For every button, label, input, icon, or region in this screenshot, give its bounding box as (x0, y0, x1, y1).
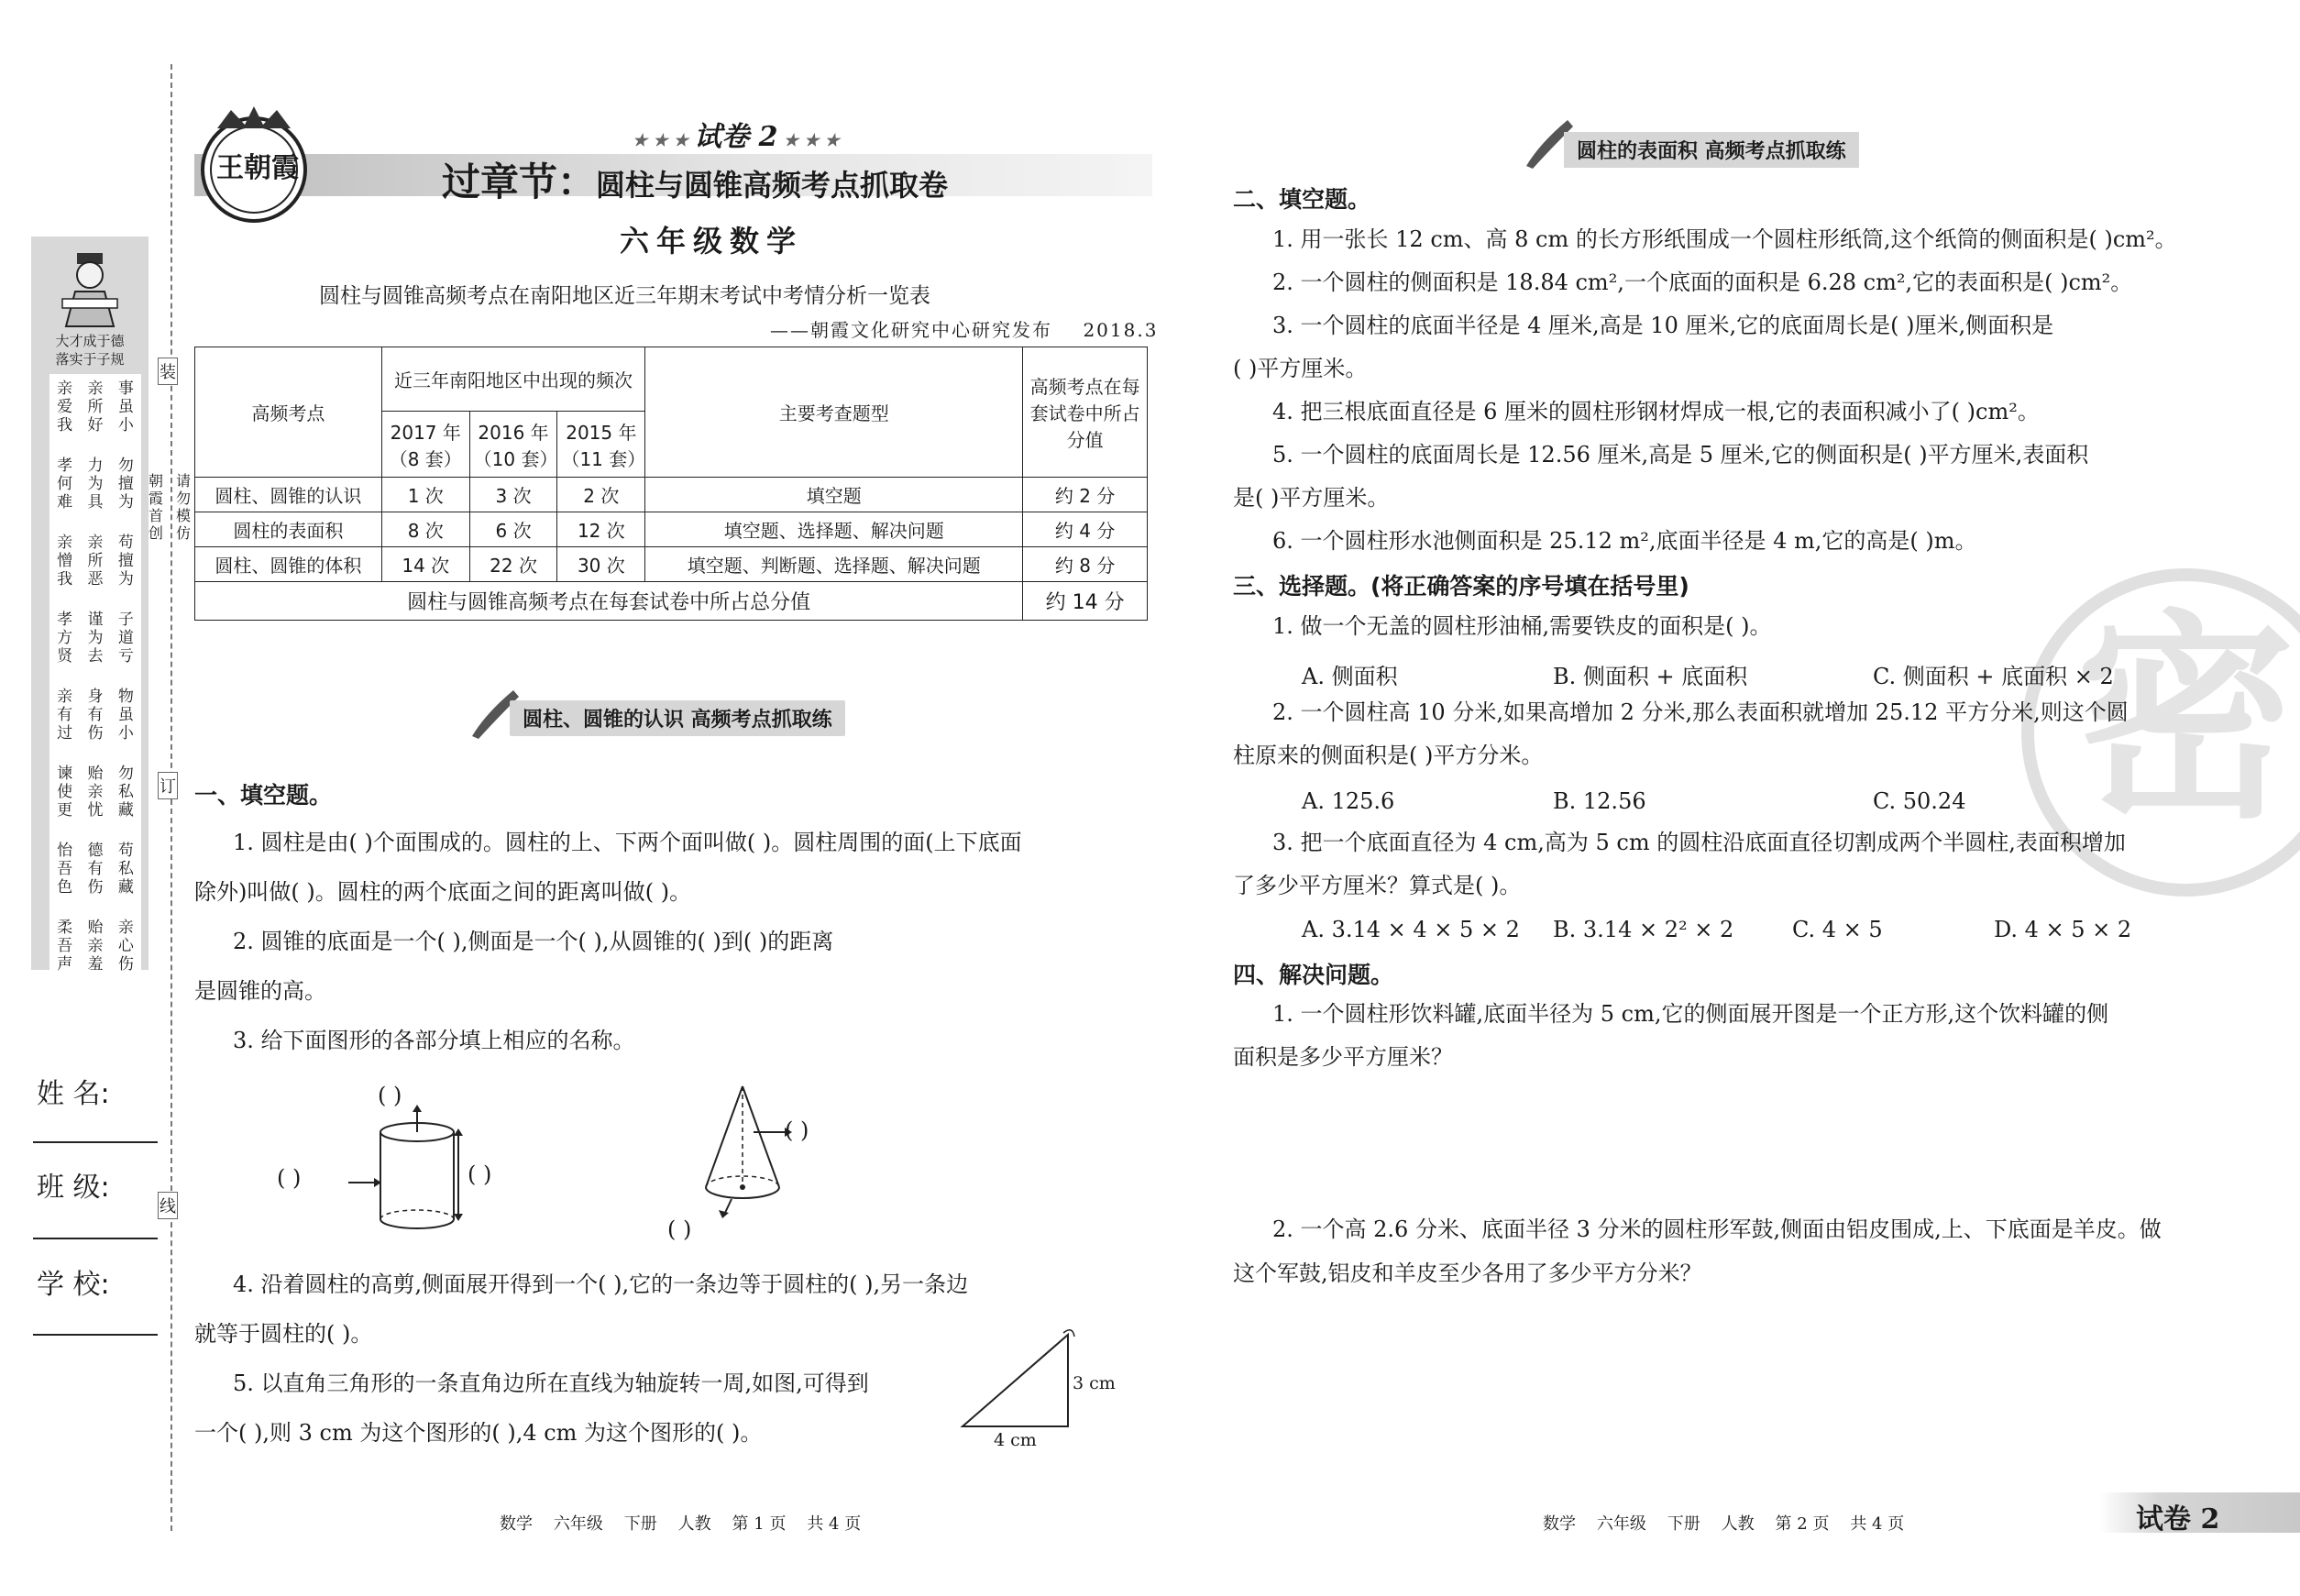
question-4-line-a: 4. 沿着圆柱的高剪,侧面展开得到一个( ),它的一条边等于圆柱的( ),另一条边 (233, 1271, 969, 1297)
table-source: ——朝霞文化研究中心研究发布 2018.3 (770, 319, 1159, 341)
footer-left: 数学 六年级 下册 人教 第 1 页 共 4 页 (500, 1514, 862, 1534)
table-cell: 12 次 (557, 512, 645, 547)
fill-question-4: 4. 把三根底面直径是 6 厘米的圆柱形钢材焊成一根,它的表面积减小了( )cm²。 (1272, 399, 2040, 424)
table-row (195, 547, 1148, 582)
table-cell: 约 8 分 (1023, 547, 1148, 582)
choice-question-3-line-a: 3. 把一个底面直径为 4 cm,高为 5 cm 的圆柱沿底面直径切割成两个半圆柱,表面积增加 (1272, 830, 2126, 855)
choice-2-option-b: B. 12.56 (1553, 788, 1646, 814)
table-cell: 14 次 (381, 547, 469, 582)
motto-col: 德有伤 (87, 842, 104, 897)
grade-subject: 六年级数学 (620, 224, 804, 259)
table-row (195, 478, 1148, 512)
solve-question-1-line-a: 1. 一个圆柱形饮料罐,底面半径为 5 cm,它的侧面展开图是一个正方形,这个饮料罐的侧 (1272, 1001, 2109, 1027)
binding-mark-1: 装 (158, 358, 178, 385)
table-row (195, 512, 1148, 547)
motto-col: 勿擅为 (117, 457, 134, 512)
motto-col: 亲所恶 (87, 534, 104, 589)
solve-question-1-line-b: 面积是多少平方厘米？ (1233, 1044, 1453, 1070)
section1-heading: 一、填空题。 (194, 782, 333, 809)
motto-col: 亲所好 (87, 380, 104, 435)
paper-tag: ★ ★ ★ 试卷 2 ★ ★ ★ (633, 121, 840, 153)
fill-question-6: 6. 一个圆柱形水池侧面积是 25.12 m²,底面半径是 4 m,它的高是( )m。 (1272, 528, 1977, 554)
header-topic: 高频考点 (195, 347, 382, 478)
table-cell: 1 次 (381, 478, 469, 512)
motto-col: 谨为去 (87, 611, 104, 666)
motto-col: 亲有过 (57, 688, 73, 743)
motto-grid (50, 374, 141, 1001)
table-cell: 圆柱、圆锥的体积 (195, 547, 382, 582)
motto-col: 孝方贤 (57, 611, 73, 666)
table-cell: 3 次 (469, 478, 557, 512)
stats-table (194, 347, 1148, 621)
motto-col: 勿私藏 (117, 765, 134, 820)
question-2-line-b: 是圆锥的高。 (194, 978, 326, 1004)
motto-col: 贻亲忧 (87, 765, 104, 820)
motto-col: 贻亲羞 (87, 919, 104, 974)
motto-col: 子道亏 (117, 611, 134, 666)
choice-question-1: 1. 做一个无盖的圆柱形油桶,需要铁皮的面积是( )。 (1272, 613, 1772, 639)
section2-heading: 二、填空题。 (1233, 186, 1371, 213)
table-cell: 6 次 (469, 512, 557, 547)
motto-col: 亲爱我 (57, 380, 73, 435)
cylinder-diagram (348, 1105, 486, 1242)
choice-1-option-c: C. 侧面积 + 底面积 × 2 (1873, 664, 2114, 689)
table-cell: 填空题、判断题、选择题、解决问题 (645, 547, 1023, 582)
motto-line-2: 落实于子规 (55, 351, 125, 368)
table-title: 圆柱与圆锥高频考点在南阳地区近三年期末考试中考情分析一览表 (319, 284, 930, 308)
question-5-line-a: 5. 以直角三角形的一条直角边所在直线为轴旋转一周,如图,可得到 (233, 1370, 869, 1396)
choice-3-option-d: D. 4 × 5 × 2 (1994, 917, 2132, 942)
name-field[interactable] (33, 1141, 158, 1143)
table-cell: 填空题、选择题、解决问题 (645, 512, 1023, 547)
dim-4cm: 4 cm (994, 1430, 1037, 1450)
table-cell: 30 次 (557, 547, 645, 582)
choice-1-option-b: B. 侧面积 + 底面积 (1553, 664, 1748, 689)
table-cell: 约 2 分 (1023, 478, 1148, 512)
motto-col: 怡吾色 (57, 842, 73, 897)
choice-question-3-line-b: 了多少平方厘米？算式是( )。 (1233, 873, 1522, 898)
copyright-note: 朝霞首创 请勿模仿 (148, 472, 191, 542)
class-label: 班 级: (37, 1172, 110, 1204)
question-4-line-b: 就等于圆柱的( )。 (194, 1321, 373, 1347)
motto-col: 谏使更 (57, 765, 73, 820)
scholar-illustration (53, 248, 127, 330)
cylinder-height-blank: ( ) (468, 1161, 492, 1187)
cone-apex-blank: ( ) (785, 1117, 809, 1143)
school-field[interactable] (33, 1334, 158, 1336)
choice-question-2-line-b: 柱原来的侧面积是( )平方分米。 (1233, 743, 1544, 768)
motto-col: 物虽小 (117, 688, 134, 743)
dim-3cm: 3 cm (1073, 1373, 1116, 1393)
school-label: 学 校: (37, 1269, 110, 1301)
binding-mark-2: 订 (158, 772, 178, 799)
table-cell: 2 次 (557, 478, 645, 512)
binding-mark-3: 线 (158, 1192, 178, 1219)
question-1-line-b: 除外)叫做( )。圆柱的两个底面之间的距离叫做( )。 (194, 879, 692, 905)
motto-sidebar (31, 237, 149, 974)
fill-question-1: 1. 用一张长 12 cm、高 8 cm 的长方形纸围成一个圆柱形纸筒,这个纸筒的侧面积是( )cm²。 (1272, 226, 2177, 252)
fill-question-3-line-b: ( )平方厘米。 (1233, 356, 1368, 381)
page-title: 过章节：圆柱与圆锥高频考点抓取卷 (442, 160, 949, 204)
class-field[interactable] (33, 1238, 158, 1239)
header-freq: 近三年南阳地区中出现的频次 (381, 347, 644, 412)
motto-col: 亲憎我 (57, 534, 73, 589)
motto-col: 身有伤 (87, 688, 104, 743)
cone-base-blank: ( ) (667, 1216, 692, 1242)
fill-question-2: 2. 一个圆柱的侧面积是 18.84 cm²,一个底面的面积是 6.28 cm²,它的表面积是( )cm²。 (1272, 270, 2133, 295)
choice-2-option-c: C. 50.24 (1873, 788, 1966, 814)
name-label: 姓 名: (37, 1078, 110, 1110)
motto-col: 柔吾声 (57, 919, 73, 974)
section3-heading: 三、选择题。(将正确答案的序号填在括号里) (1233, 573, 1689, 600)
cylinder-top-blank: ( ) (378, 1083, 402, 1108)
total-value: 约 14 分 (1023, 582, 1148, 621)
table-cell: 圆柱、圆锥的认识 (195, 478, 382, 512)
table-cell: 22 次 (469, 547, 557, 582)
footer-right: 数学 六年级 下册 人教 第 2 页 共 4 页 (1543, 1514, 1905, 1534)
solve-question-2-line-a: 2. 一个高 2.6 分米、底面半径 3 分米的圆柱形军鼓,侧面由铝皮围成,上、下底面是羊皮。做 (1272, 1216, 2162, 1242)
header-2017: 2017 年（8 套） (381, 412, 469, 478)
total-label: 圆柱与圆锥高频考点在每套试卷中所占总分值 (195, 582, 1023, 621)
question-5-line-b: 一个( ),则 3 cm 为这个图形的( ),4 cm 为这个图形的( )。 (194, 1420, 763, 1446)
table-cell: 8 次 (381, 512, 469, 547)
fill-question-5-line-a: 5. 一个圆柱的底面周长是 12.56 厘米,高是 5 厘米,它的侧面积是( )平方厘米,表面积 (1272, 442, 2089, 468)
triangle-diagram (953, 1326, 1082, 1436)
table-cell: 约 4 分 (1023, 512, 1148, 547)
cylinder-side-blank: ( ) (277, 1165, 302, 1191)
logo-text: 王朝霞 (216, 152, 299, 184)
motto-col: 亲心伤 (117, 919, 134, 974)
table-cell: 圆柱的表面积 (195, 512, 382, 547)
section4-heading: 四、解决问题。 (1233, 962, 1394, 988)
motto-col: 苟私藏 (117, 842, 134, 897)
header-types: 主要考查题型 (645, 347, 1023, 478)
choice-3-option-a: A. 3.14 × 4 × 5 × 2 (1302, 917, 1520, 942)
table-total-row (195, 582, 1148, 621)
watermark-seal: 密 (2021, 568, 2300, 897)
footer-tag-text: 试卷 2 (2136, 1503, 2220, 1535)
motto-col: 孝何难 (57, 457, 73, 512)
question-2-line-a: 2. 圆锥的底面是一个( ),侧面是一个( ),从圆锥的( )到( )的距离 (233, 929, 834, 954)
question-3: 3. 给下面图形的各部分填上相应的名称。 (233, 1028, 635, 1053)
motto-col: 事虽小 (117, 380, 134, 435)
fill-question-3-line-a: 3. 一个圆柱的底面半径是 4 厘米,高是 10 厘米,它的底面周长是( )厘米,侧面积是 (1272, 313, 2054, 338)
header-2015: 2015 年（11 套） (557, 412, 645, 478)
motto-col: 力为具 (87, 457, 104, 512)
choice-1-option-a: A. 侧面积 (1302, 664, 1398, 689)
fill-question-5-line-b: 是( )平方厘米。 (1233, 485, 1390, 511)
motto-line-1: 大才成于德 (55, 333, 125, 349)
header-2016: 2016 年（10 套） (469, 412, 557, 478)
choice-question-2-line-a: 2. 一个圆柱高 10 分米,如果高增加 2 分米,那么表面积就增加 25.12 平方分米,则这个圆 (1272, 699, 2129, 725)
motto-col: 苟擅为 (117, 534, 134, 589)
solve-question-2-line-b: 这个军鼓,铝皮和羊皮至少各用了多少平方分米？ (1233, 1260, 1702, 1286)
question-1-line-a: 1. 圆柱是由( )个面围成的。圆柱的上、下两个面叫做( )。圆柱周围的面(上下底面 (233, 830, 1022, 855)
table-cell: 填空题 (645, 478, 1023, 512)
choice-2-option-a: A. 125.6 (1302, 788, 1395, 814)
choice-3-option-b: B. 3.14 × 2² × 2 (1553, 917, 1734, 942)
choice-3-option-c: C. 4 × 5 (1792, 917, 1883, 942)
header-score: 高频考点在每套试卷中所占分值 (1023, 347, 1148, 478)
